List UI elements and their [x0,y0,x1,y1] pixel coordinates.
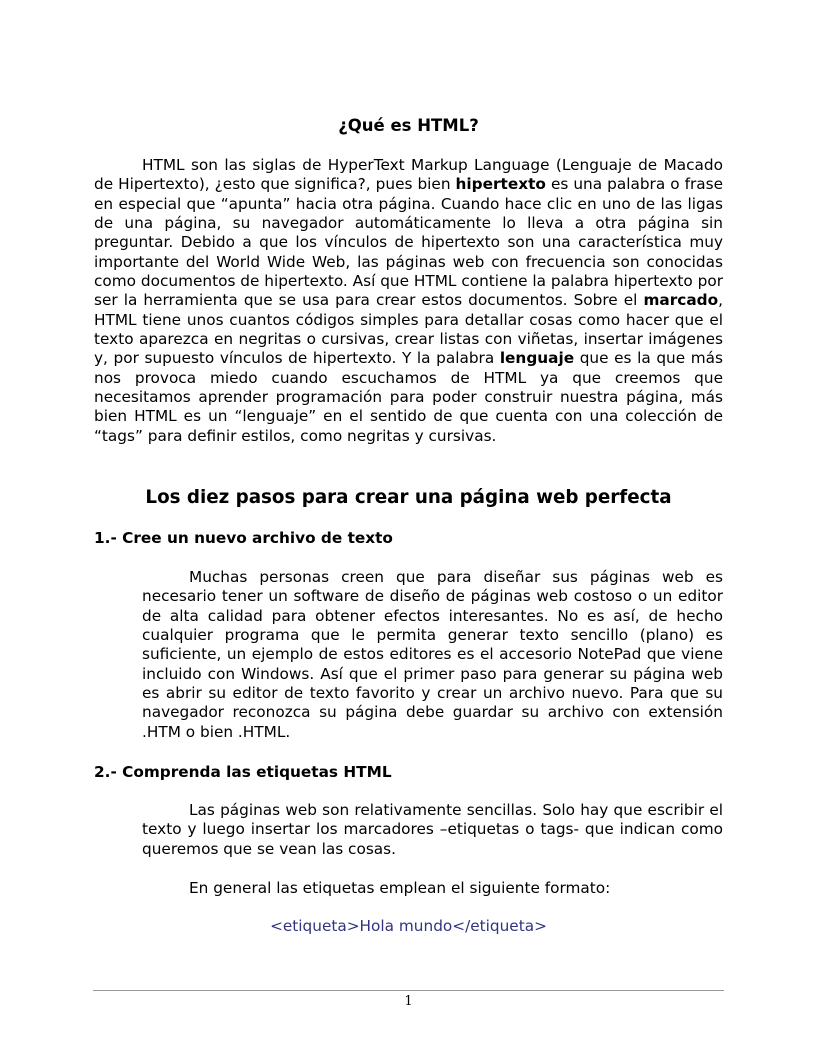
step1-heading: 1.- Cree un nuevo archivo de texto [94,529,393,547]
intro-text-2: es una palabra o frase en especial que “apunta” hacia otra página. Cuando hace clic en uno de las ligas de una página, su navegador automáticamente lo lleva a otra página sin preguntar. Debido a que los vínculos de hipertexto son una característica muy importante del World Wide Web, las páginas web con frecuencia son conocidas como documentos de hipertexto. Así que HTML contiene la palabra hipertexto por ser la herramienta que se usa para crear estos documentos. Sobre el [94,175,724,310]
page-number: 1 [404,994,413,1009]
intro-bold-hipertexto: hipertexto [455,175,546,194]
intro-bold-marcado: marcado [643,291,719,310]
step2-heading: 2.- Comprenda las etiquetas HTML [94,763,392,781]
intro-paragraph [94,156,723,446]
footer-rule [93,990,724,991]
intro-text-1: HTML son las siglas de HyperText Markup Language (Lenguaje de Macado de Hipertexto), ¿esto que significa?, pues bien [94,156,723,194]
step2-paragraph-1: Las páginas web son relativamente sencillas. Solo hay que escribir el texto y luego insertar los marcadores –etiquetas o tags- que indican como queremos que se vean las cosas. [142,801,723,858]
intro-text-4: que es la que más nos provoca miedo cuando escuchamos de HTML ya que creemos que necesitamos aprender programación para poder construir nuestra página, más bien HTML es un “lenguaje” en el sentido de que cuenta con una colección de “tags” para definir estilos, como negritas y cursivas. [94,349,723,445]
page-title: ¿Qué es HTML? [338,116,479,135]
intro-text-3: , HTML tiene unos cuantos códigos simples para detallar cosas como hacer que el texto aparezca en negritas o cursivas, crear listas con viñetas, insertar imágenes y, por supuesto vínculos de hipertexto. Y la palabra [94,291,723,368]
section-title: Los diez pasos para crear una página web perfecta [145,487,672,508]
step2-paragraph-2: En general las etiquetas emplean el siguiente formato: [189,879,611,897]
code-example: <etiqueta>Hola mundo</etiqueta> [270,917,547,935]
step1-paragraph: Muchas personas creen que para diseñar sus páginas web es necesario tener un software de diseño de páginas web costoso o un editor de alta calidad para obtener efectos interesantes. No es así, de hecho cualquier programa que le permita generar texto sencillo (plano) es suficiente, un ejemplo de estos editores es el accesorio NotePad que viene incluido con Windows. Así que el primer paso para generar su página web es abrir su editor de texto favorito y crear un archivo nuevo. Para que su navegador reconozca su página debe guardar su archivo con extensión .HTM o bien .HTML. [142,568,723,741]
intro-bold-lenguaje: lenguaje [499,349,575,368]
